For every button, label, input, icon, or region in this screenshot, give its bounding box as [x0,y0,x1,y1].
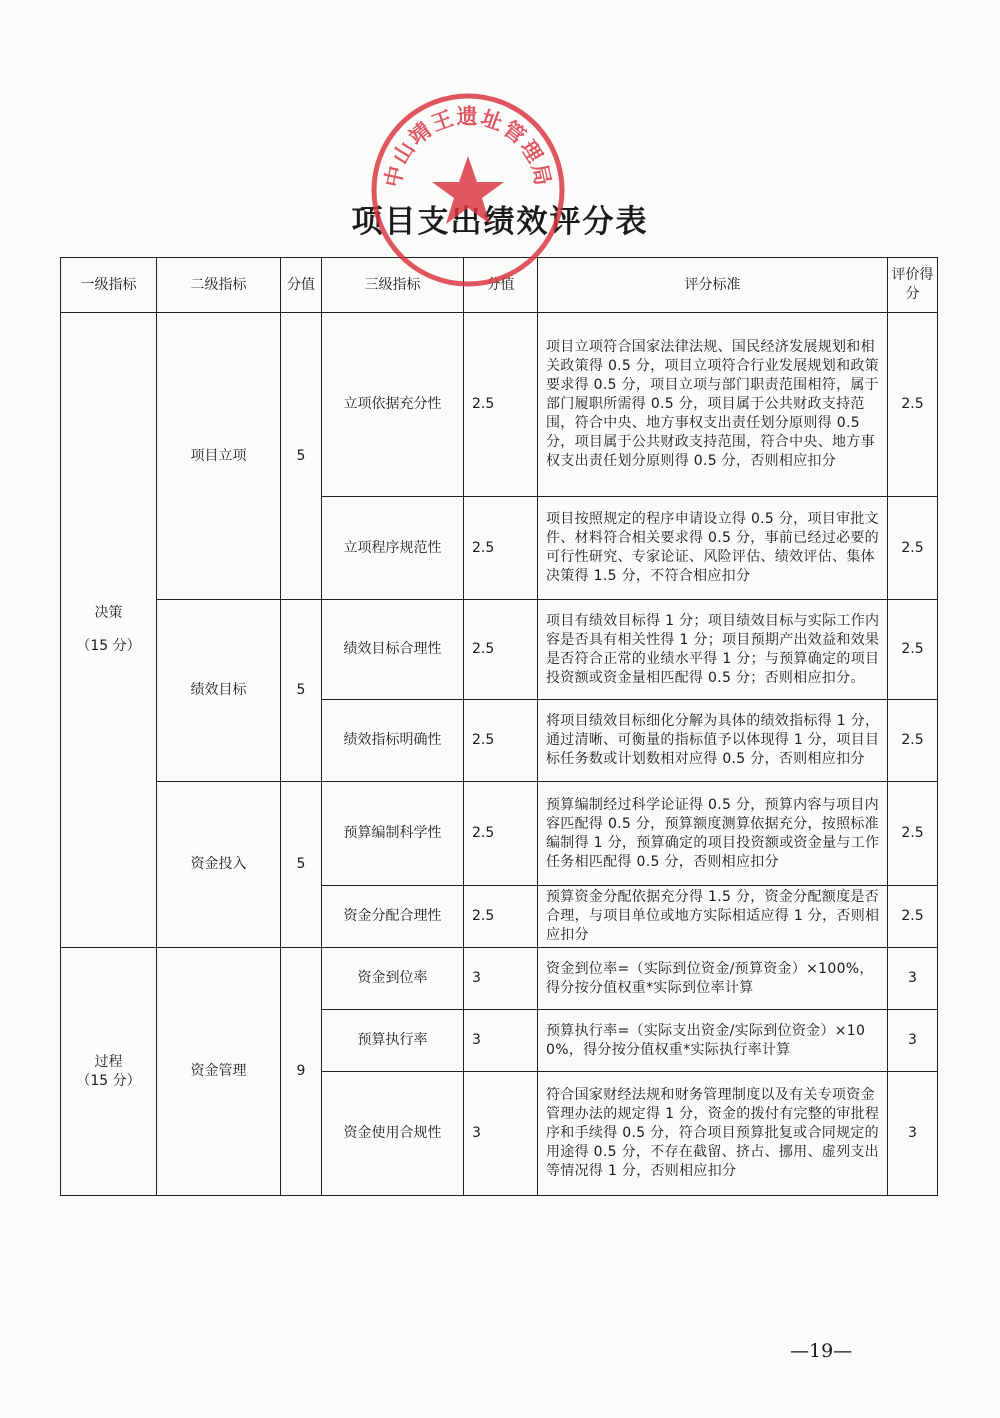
score-cell: 2.5 [464,886,538,948]
level3-cell: 绩效目标合理性 [322,600,464,700]
score-cell: 3 [464,1010,538,1072]
header-result: 评价得分 [888,258,938,313]
level3-cell: 资金分配合理性 [322,886,464,948]
level2-cell: 绩效目标 [157,600,281,782]
result-cell: 2.5 [888,313,938,497]
score-cell: 3 [464,948,538,1010]
result-cell: 3 [888,948,938,1010]
level1-name: 过程 [94,1053,123,1070]
table-row [61,782,938,886]
score-cell: 2.5 [464,782,538,886]
score-cell: 2.5 [464,600,538,700]
level1-points: （15 分） [76,638,141,654]
score-cell: 2.5 [464,700,538,782]
score-cell: 2.5 [464,497,538,600]
result-cell: 2.5 [888,600,938,700]
level3-cell: 预算执行率 [322,1010,464,1072]
page-title: 项目支出绩效评分表 [351,204,649,240]
result-cell: 2.5 [888,497,938,600]
level3-cell: 立项依据充分性 [322,313,464,497]
table-row [61,313,938,497]
criteria-cell: 项目有绩效目标得 1 分；项目绩效目标与实际工作内容是否具有相关性得 1 分；项目预期产出效益和效果是否符合正常的业绩水平得 1 分；与预算确定的项目投资额或资金量相匹配得 0.5 分；否则相应扣分。 [538,600,888,700]
level2-weight-cell: 5 [281,600,322,782]
level2-cell: 资金管理 [157,948,281,1196]
result-cell: 2.5 [888,700,938,782]
table-row [61,600,938,700]
criteria-cell: 预算编制经过科学论证得 0.5 分，预算内容与项目内容匹配得 0.5 分，预算额度测算依据充分，按照标准编制得 1 分，预算确定的项目投资额或资金量与工作任务相匹配得 0.5 分，否则相应扣分 [538,782,888,886]
result-cell: 2.5 [888,782,938,886]
criteria-cell: 预算资金分配依据充分得 1.5 分，资金分配额度是否合理，与项目单位或地方实际相适应得 1 分，否则相应扣分 [538,886,888,948]
table-row [61,948,938,1010]
header-weight: 分值 [281,258,322,313]
level3-cell: 预算编制科学性 [322,782,464,886]
criteria-cell: 项目按照规定的程序申请设立得 0.5 分，项目审批文件、材料符合相关要求得 0.5 分，事前已经过必要的可行性研究、专家论证、风险评估、绩效评估、集体决策得 1.5 分，不符合相应扣分 [538,497,888,600]
level2-cell: 资金投入 [157,782,281,948]
level3-cell: 立项程序规范性 [322,497,464,600]
criteria-cell: 预算执行率=（实际支出资金/实际到位资金）×100%，得分按分值权重*实际执行率计算 [538,1010,888,1072]
level2-cell: 项目立项 [157,313,281,600]
criteria-cell: 项目立项符合国家法律法规、国民经济发展规划和相关政策得 0.5 分，项目立项符合行业发展规划和政策要求得 0.5 分，项目立项与部门职责范围相符，属于部门履职所需得 0.5 分，项目属于公共财政支持范围，符合中央、地方事权支出责任划分原则得 0.5 分，项目属于公共财政支持范围，符合中央、地方事权支出责任划分原则得 0.5 分，否则相应扣分 [538,313,888,497]
seal-text: 中山靖王遗址管理局 [379,103,557,190]
page-number: —19— [790,1340,853,1362]
level1-cell-decision [61,313,157,948]
criteria-cell: 将项目绩效目标细化分解为具体的绩效指标得 1 分，通过清晰、可衡量的指标值予以体现得 1 分，项目目标任务数或计划数相对应得 0.5 分，否则相应扣分 [538,700,888,782]
level1-cell-process [61,948,157,1196]
result-cell: 3 [888,1010,938,1072]
header-level3: 三级指标 [322,258,464,313]
level2-weight-cell: 5 [281,782,322,948]
result-cell: 3 [888,1072,938,1196]
header-criteria: 评分标准 [538,258,888,313]
level3-cell: 资金使用合规性 [322,1072,464,1196]
score-cell: 3 [464,1072,538,1196]
level1-points: （15 分） [76,1072,141,1089]
result-cell: 2.5 [888,886,938,948]
level1-name: 决策 [94,605,123,621]
level3-cell: 资金到位率 [322,948,464,1010]
level2-weight-cell: 5 [281,313,322,600]
level2-weight-cell: 9 [281,948,322,1196]
header-level1: 一级指标 [61,258,157,313]
score-cell: 2.5 [464,313,538,497]
official-seal [368,90,568,290]
header-score: 分值 [464,258,538,313]
level3-cell: 绩效指标明确性 [322,700,464,782]
criteria-cell: 符合国家财经法规和财务管理制度以及有关专项资金管理办法的规定得 1 分，资金的拨付有完整的审批程序和手续得 0.5 分，符合项目预算批复或合同规定的用途得 0.5 分，不存在截留、挤占、挪用、虚列支出等情况得 1 分，否则相应扣分 [538,1072,888,1196]
performance-score-table [60,257,938,1196]
header-level2: 二级指标 [157,258,281,313]
criteria-cell: 资金到位率=（实际到位资金/预算资金）×100%，得分按分值权重*实际到位率计算 [538,948,888,1010]
